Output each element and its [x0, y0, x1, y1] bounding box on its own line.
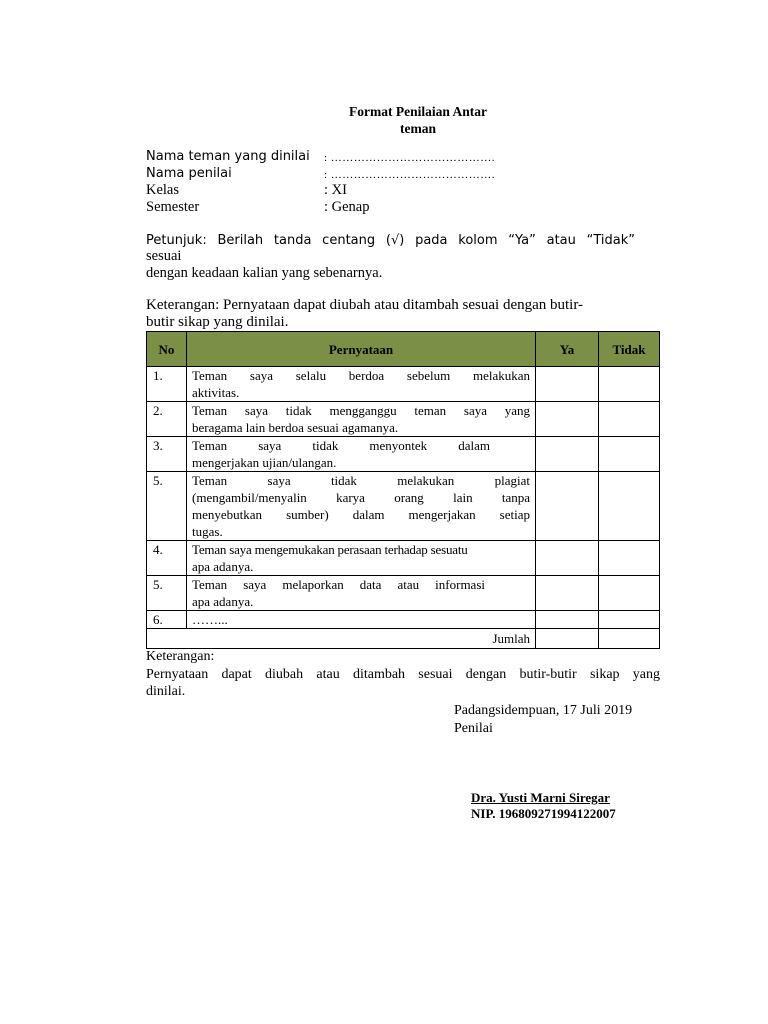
row-statement: [187, 611, 536, 629]
yes-cell[interactable]: [536, 541, 599, 576]
no-cell[interactable]: [599, 611, 660, 629]
statement-line: beragama lain berdoa sesuai agamanya.: [192, 420, 399, 435]
label-assessor-name: Nama penilai: [146, 166, 232, 181]
table-row: [147, 576, 660, 611]
no-cell[interactable]: [599, 367, 660, 402]
value-class: : XI: [324, 182, 347, 198]
yes-cell[interactable]: [536, 611, 599, 629]
form-title-line2: teman: [400, 121, 436, 136]
signatory-name: Dra. Yusti Marni Siregar: [471, 790, 610, 805]
value-semester: : Genap: [324, 199, 370, 215]
statement-line: apa adanya.: [192, 559, 254, 574]
no-cell[interactable]: [599, 541, 660, 576]
assessment-table: [146, 331, 660, 649]
table-row: [147, 367, 660, 402]
signatory-nip: NIP. 196809271994122007: [471, 806, 616, 821]
row-number: 1.: [147, 367, 187, 402]
row-number: 5.: [147, 576, 187, 611]
table-row: [147, 402, 660, 437]
total-no-cell[interactable]: [599, 629, 660, 649]
note-bottom-line1: Pernyataan dapat diubah atau ditambah sesuai dengan butir-butir sikap yang: [146, 667, 660, 682]
statement-line: aktivitas.: [192, 385, 240, 400]
row-number: 5.: [147, 472, 187, 541]
statement-line: menyebutkan sumber) dalam mengerjakan setiap: [192, 507, 530, 522]
instruction-line2: sesuai: [146, 248, 182, 264]
label-semester: Semester: [146, 199, 200, 215]
header-no-column: Tidak: [599, 332, 660, 367]
note-top-line2: butir sikap yang dinilai.: [146, 314, 289, 330]
statement-line: apa adanya.: [192, 594, 254, 609]
note-bottom-heading: Keterangan:: [146, 649, 215, 664]
row-statement: [187, 541, 536, 576]
value-assessor-name: : …………………………………….: [324, 169, 496, 181]
row-statement: [187, 367, 536, 402]
assessor-label: Penilai: [454, 721, 493, 736]
note-top-line1: Keterangan: Pernyataan dapat diubah atau ditambah sesuai dengan butir-: [146, 297, 584, 313]
no-cell[interactable]: [599, 437, 660, 472]
no-cell[interactable]: [599, 576, 660, 611]
table-header-row: [147, 332, 660, 367]
label-student-assessed: Nama teman yang dinilai: [146, 149, 310, 164]
statement-line: (mengambil/menyalin karya orang lain tanpa: [192, 490, 530, 505]
statement-line: Teman saya melaporkan data atau informasi: [192, 577, 485, 592]
yes-cell[interactable]: [536, 437, 599, 472]
row-statement: [187, 437, 536, 472]
statement-line: mengerjakan ujian/ulangan.: [192, 455, 337, 470]
header-no: No: [147, 332, 187, 367]
statement-line: Teman saya tidak melakukan plagiat: [192, 473, 530, 488]
yes-cell[interactable]: [536, 367, 599, 402]
statement-line: Teman saya tidak menyontek dalam: [192, 438, 490, 453]
row-statement: [187, 576, 536, 611]
label-class: Kelas: [146, 182, 180, 198]
note-bottom-line2: dinilai.: [146, 684, 186, 699]
statement-line: Teman saya tidak mengganggu teman saya yang: [192, 403, 530, 418]
form-title-line1: Format Penilaian Antar: [349, 104, 487, 119]
row-number: 3.: [147, 437, 187, 472]
table-row: [147, 541, 660, 576]
table-row: [147, 611, 660, 629]
instruction-line3: dengan keadaan kalian yang sebenarnya.: [146, 265, 383, 281]
row-number: 4.: [147, 541, 187, 576]
place-date: Padangsidempuan, 17 Juli 2019: [454, 703, 633, 718]
yes-cell[interactable]: [536, 402, 599, 437]
header-yes: Ya: [536, 332, 599, 367]
total-yes-cell[interactable]: [536, 629, 599, 649]
no-cell[interactable]: [599, 472, 660, 541]
row-number: 6.: [147, 611, 187, 629]
statement-line: Teman saya mengemukakan perasaan terhadap sesuatu: [192, 542, 468, 557]
row-statement: [187, 472, 536, 541]
yes-cell[interactable]: [536, 576, 599, 611]
value-student-assessed: : …………………………………….: [324, 152, 496, 164]
statement-line: tugas.: [192, 524, 223, 539]
table-row: [147, 437, 660, 472]
statement-line: ……...: [192, 612, 228, 627]
statement-line: Teman saya selalu berdoa sebelum melakukan: [192, 368, 530, 383]
table-row: [147, 472, 660, 541]
instruction-line1: Petunjuk: Berilah tanda centang (√) pada kolom “Ya” atau “Tidak”: [146, 233, 635, 248]
total-label: Jumlah: [147, 629, 536, 649]
table-total-row: [147, 629, 660, 649]
yes-cell[interactable]: [536, 472, 599, 541]
no-cell[interactable]: [599, 402, 660, 437]
row-number: 2.: [147, 402, 187, 437]
header-statement: Pernyataan: [187, 332, 536, 367]
row-statement: [187, 402, 536, 437]
